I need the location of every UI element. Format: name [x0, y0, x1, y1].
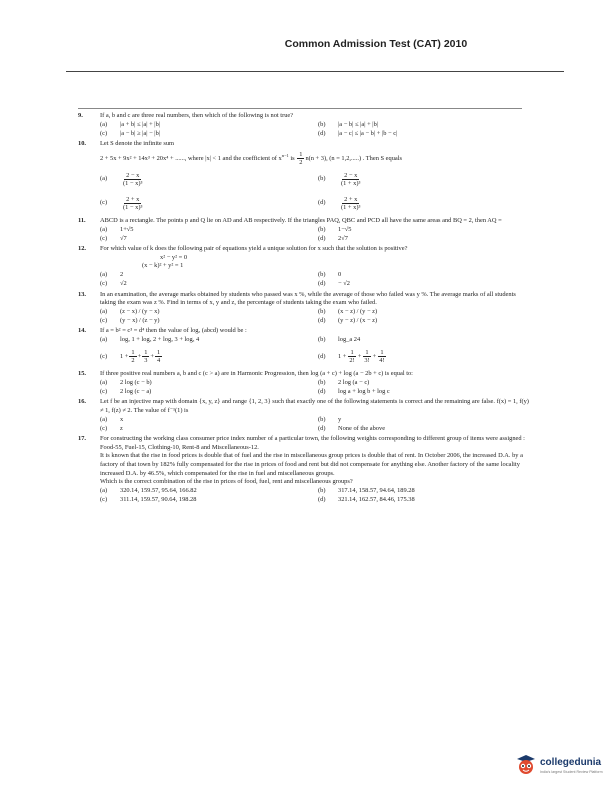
question-14 [78, 327, 530, 369]
numerator: 1 [299, 150, 303, 158]
option-c [100, 388, 312, 397]
option-text: |a − b| ≤ |a| + |b| [338, 120, 379, 128]
option-b [318, 271, 530, 280]
option-text: (y − x) / (z − y) [120, 316, 160, 324]
option-label: (c) [100, 388, 108, 396]
option-text: logₐ 1 + logₐ 2 + logₐ 3 + logₐ 4 [120, 336, 200, 344]
option-text: 2 log (c − b) [120, 379, 152, 387]
question-number: 12. [78, 245, 86, 253]
denominator: 4! [379, 357, 385, 365]
option-d [318, 388, 530, 397]
option-b [318, 308, 530, 317]
option-d: (d) 1 + $\frac{1}{2!}$ + $\frac{1}{3!}$ + $\frac{1}{4!}$ [318, 349, 385, 365]
question-text: If a = b² = c³ = d⁴ then the value of logₐ (abcd) would be : [100, 327, 247, 335]
option-text: |a − b| ≥ |a| − |b| [120, 129, 161, 137]
option-text: 2 log (a − c) [338, 379, 370, 387]
option-label: (b) [318, 120, 326, 128]
option-text: 2√7 [338, 234, 348, 242]
option-text: z [120, 424, 123, 432]
question-9 [78, 112, 530, 139]
option-label: (a) [100, 379, 108, 387]
question-list [78, 112, 530, 506]
question-11 [78, 217, 530, 244]
option-b [318, 168, 530, 192]
numerator: 1 [144, 349, 148, 357]
question-text: In an examination, the average marks obtained by students who passed was x %, while the average of those who failed was y %. The average marks of all students taking the exam was z %. Find in terms of x, y and z, the percentage of students taking the exam who failed. [100, 290, 516, 307]
question-text: If three positive real numbers a, b and c (c > a) are in Harmonic Progression, then log (a + c) + log (a − 2b + c) is equal to: [100, 370, 413, 378]
question-text: For constructing the working class consumer price index number of a particular town, the following weights corresponding to different group of items were assigned : Food-55, Fuel-15, Clothing-10, Rent-8 and Miscellaneous-12. [100, 435, 525, 451]
half-fraction [297, 151, 304, 166]
option-a [100, 308, 312, 317]
fraction [129, 349, 136, 364]
brand-name: collegedunia [540, 757, 602, 768]
option-b [318, 416, 530, 425]
option-label: (a) [100, 336, 108, 344]
option-label: (a) [100, 307, 108, 315]
option-d [318, 235, 530, 244]
denominator: (1 + x)³ [341, 204, 361, 212]
option-b [318, 379, 530, 388]
numerator: 2 + x [344, 196, 358, 204]
option-text: √2 [120, 280, 127, 288]
numerator: 1 [380, 349, 384, 357]
option-label: (c) [100, 129, 108, 137]
question-text: Let f be an injective map with domain {x, y, z} and range {1, 2, 3} such that exactly one of the following statements is correct and the remaining are false. f(x) = 1, f(y) ≠ 1, f(z) ≠ 2. The value of f⁻¹(1) is [100, 398, 529, 415]
option-a [100, 416, 312, 425]
option-label: (c) [100, 199, 108, 207]
option-text: 1+√5 [120, 225, 134, 233]
option-a [100, 379, 312, 388]
option-a [100, 121, 312, 130]
option-text: 320.14, 159.57, 95.64, 166.82 [120, 486, 197, 494]
option-label: (b) [318, 486, 326, 494]
series-exponent: n−1 [281, 152, 289, 158]
question-number: 17. [78, 435, 86, 443]
option-b [318, 336, 530, 345]
option-label: (a) [100, 486, 108, 494]
option-label: (b) [318, 415, 326, 423]
denominator: 3! [364, 357, 370, 365]
option-b [318, 487, 530, 496]
question-15 [78, 370, 530, 397]
option-label: (c) [100, 234, 108, 242]
option-text: x [120, 415, 124, 423]
numerator: 2 − x [126, 172, 140, 180]
fraction [347, 349, 356, 364]
option-c [100, 235, 312, 244]
header-title: Common Admission Test (CAT) 2010 [284, 38, 468, 50]
option-text: (y − z) / (x − z) [338, 316, 378, 324]
option-b [318, 226, 530, 235]
option-label: (b) [318, 271, 326, 279]
question-text: It is known that the rise in food prices is double that of fuel and the rise in miscellaneous group prices is double that of rent. In October 2006, the increased D.A. by a factory of that town by 182% fully compensated for the rise in prices of food and rent but did not compensate for anything else. Another factory of the same locality increased D.A. by 46.5%, which compensated for the rise in fuel and miscellaneous groups. [100, 452, 523, 477]
question-17 [78, 435, 530, 505]
option-text: log_a 24 [338, 336, 361, 344]
collegedunia-mascot-icon [515, 754, 537, 776]
option-d [318, 425, 530, 434]
option-label: (d) [318, 129, 326, 137]
option-label: (b) [318, 175, 326, 183]
question-number: 11. [78, 217, 86, 225]
option-d [318, 130, 530, 139]
option-text: log a + log b + log c [338, 388, 390, 396]
option-label: (b) [318, 225, 326, 233]
option-label: (d) [318, 280, 326, 288]
option-d [318, 192, 530, 216]
header-rule [66, 71, 564, 72]
option-fraction [121, 172, 144, 187]
option-prefix: 1 + [120, 352, 129, 360]
option-d [318, 496, 530, 505]
equation-1: x² − y² = 0 [160, 253, 188, 261]
denominator: 2 [299, 158, 303, 166]
fraction [377, 349, 386, 364]
question-number: 13. [78, 290, 86, 298]
option-d [318, 317, 530, 326]
fraction [155, 349, 162, 364]
numerator: 1 [365, 349, 369, 357]
numerator: 1 [350, 349, 354, 357]
option-label: (c) [100, 352, 108, 360]
option-text: (z − x) / (y − x) [120, 307, 160, 315]
option-text: None of the above [338, 424, 386, 432]
option-a [100, 336, 312, 345]
option-text: 321.14, 162.57, 84.46, 175.38 [338, 495, 415, 503]
option-text: |a − c| ≤ |a − b| + |b − c| [338, 129, 398, 137]
option-label: (c) [100, 316, 108, 324]
option-a [100, 487, 312, 496]
option-label: (d) [318, 352, 326, 360]
question-10 [78, 140, 530, 216]
option-text: 1−√5 [338, 225, 352, 233]
denominator: (1 − x)³ [123, 204, 143, 212]
series-tail: n(n + 3), (n = 1,2,.....) . Then S equals [305, 154, 402, 162]
option-a [100, 168, 312, 192]
option-text: 2 log (c − a) [120, 388, 152, 396]
option-b [318, 121, 530, 130]
option-text: − √2 [338, 280, 350, 288]
content-rule [78, 108, 522, 109]
page-header [0, 38, 612, 50]
question-12 [78, 245, 530, 289]
option-label: (a) [100, 271, 108, 279]
option-c [100, 280, 312, 289]
option-label: (a) [100, 175, 108, 183]
fraction [362, 349, 371, 364]
option-c [100, 317, 312, 326]
option-text: 317.14, 158.57, 94.64, 189.28 [338, 486, 415, 494]
option-label: (b) [318, 336, 326, 344]
series-line [100, 151, 530, 166]
question-16 [78, 398, 530, 433]
numerator: 2 + x [126, 196, 140, 204]
option-c [100, 425, 312, 434]
option-text: y [338, 415, 342, 423]
option-label: (a) [100, 225, 108, 233]
question-text: Let S denote the infinite sum [100, 140, 175, 148]
option-fraction [339, 196, 362, 211]
denominator: 2 [131, 357, 135, 365]
option-c: (c) 1 + $\frac{1}{2}$ + $\frac{1}{3}$ + $\frac{1}{4}$ [100, 349, 161, 365]
option-text: 2 [120, 271, 124, 279]
option-label: (a) [100, 415, 108, 423]
option-label: (a) [100, 120, 108, 128]
option-label: (d) [318, 424, 326, 432]
denominator: 3 [144, 357, 148, 365]
option-text: 311.14, 159.57, 90.64, 198.28 [120, 495, 197, 503]
equation-2: (x − k)² + y² = 1 [142, 262, 184, 270]
option-c [100, 130, 312, 139]
option-label: (d) [318, 234, 326, 242]
question-number: 9. [78, 112, 83, 119]
option-fraction [339, 172, 362, 187]
option-label: (c) [100, 495, 108, 503]
question-text: Which is the correct combination of the rise in prices of food, fuel, rent and miscellaneous groups? [100, 478, 353, 486]
question-number: 14. [78, 327, 86, 335]
question-number: 10. [78, 140, 86, 148]
numerator: 2 − x [344, 172, 358, 180]
denominator: (1 − x)³ [123, 180, 143, 188]
option-text: |a + b| ≤ |a| + |b| [120, 120, 161, 128]
question-13 [78, 291, 530, 326]
brand-tagline: India's largest Student Review Platform [540, 770, 603, 774]
option-text: 0 [338, 271, 342, 279]
option-c [100, 192, 312, 216]
option-text: √7 [120, 234, 127, 242]
numerator: 1 [131, 349, 135, 357]
option-label: (d) [318, 388, 326, 396]
series-is: is [290, 154, 295, 162]
question-number: 16. [78, 398, 86, 406]
option-label: (c) [100, 424, 108, 432]
option-a [100, 226, 312, 235]
option-label: (d) [318, 495, 326, 503]
question-number: 15. [78, 370, 86, 378]
option-label: (b) [318, 379, 326, 387]
option-label: (b) [318, 307, 326, 315]
question-text: For which value of k does the following pair of equations yield a unique solution for x such that the solution is positive? [100, 245, 408, 253]
fraction [142, 349, 149, 364]
question-text: ABCD is a rectangle. The points p and Q lie on AD and AB respectively. If the triangles PAQ, QBC and PCD all have the same areas and BQ = 2, then AQ = [100, 217, 502, 225]
series-text: 2 + 5x + 9x² + 14x³ + 20x⁴ + ......, where |x| < 1 and the coefficient of x [100, 154, 282, 162]
option-text: (x − z) / (y − z) [338, 307, 378, 315]
option-fraction [121, 196, 144, 211]
option-prefix: 1 + [338, 352, 347, 360]
option-a [100, 271, 312, 280]
option-label: (d) [318, 199, 326, 207]
question-text: If a, b and c are three real numbers, then which of the following is not true? [100, 112, 294, 119]
option-label: (c) [100, 280, 108, 288]
option-d [318, 280, 530, 289]
numerator: 1 [157, 349, 161, 357]
option-label: (d) [318, 316, 326, 324]
denominator: 4 [157, 357, 161, 365]
option-c [100, 496, 312, 505]
denominator: 2! [349, 357, 355, 365]
denominator: (1 + x)³ [341, 180, 361, 188]
